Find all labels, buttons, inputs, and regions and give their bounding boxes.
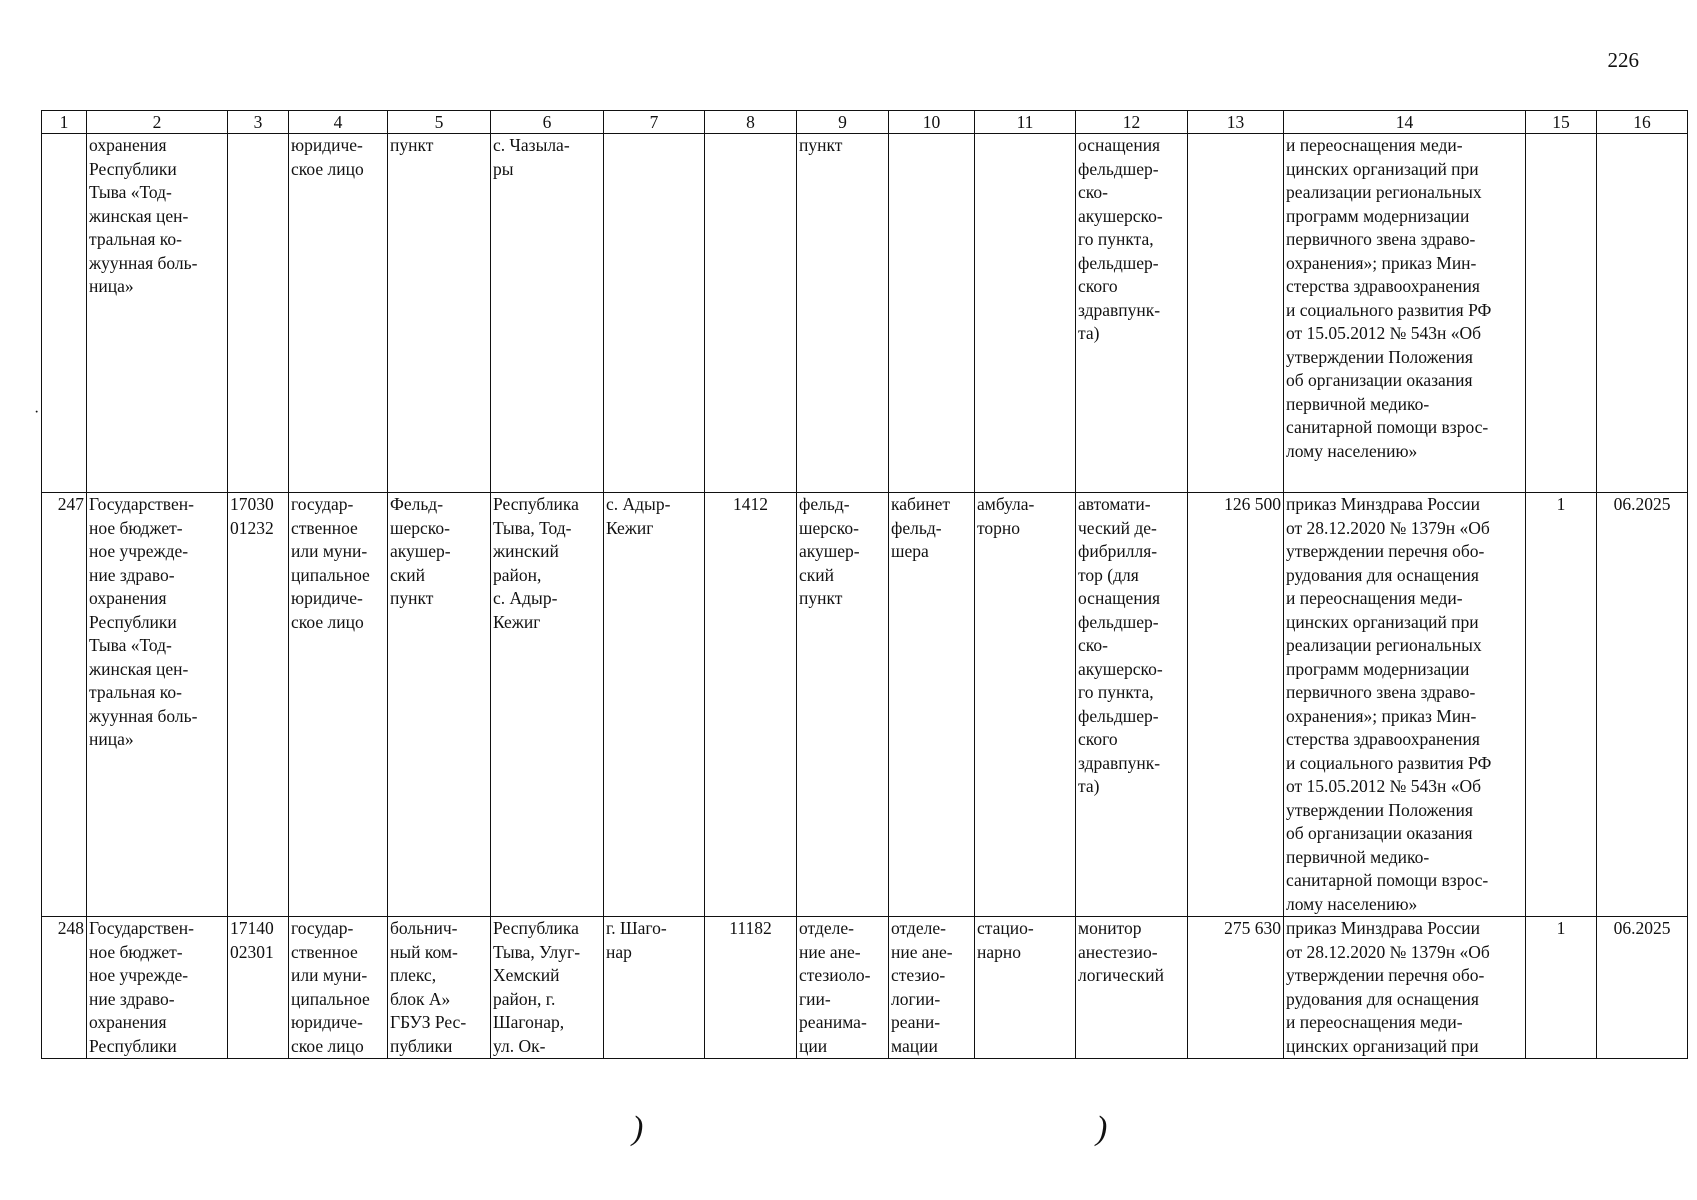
cell-legal-form: государ- ственное или муни- ципальное юридиче- ское лицо [289,917,388,1059]
cell-quantity [1526,134,1597,493]
col-header-16: 16 [1597,111,1688,134]
table-row-247 [42,493,1688,917]
cell-equipment: монитор анестезио- логический [1076,917,1188,1059]
margin-mark-left: ) [632,1110,644,1147]
cell-quantity: 1 [1526,493,1597,917]
col-header-1: 1 [42,111,87,134]
scan-speck: · [34,404,40,421]
cell-row-number: 247 [42,493,87,917]
cell-care-mode: амбула- торно [975,493,1076,917]
cell-care-mode [975,134,1076,493]
cell-code [228,134,289,493]
cell-date [1597,134,1688,493]
cell-quantity: 1 [1526,917,1597,1059]
cell-locality: с. Адыр- Кежиг [604,493,705,917]
col-header-14: 14 [1284,111,1526,134]
cell-locality [604,134,705,493]
cell-cost: 275 630 [1188,917,1284,1059]
table-row-248 [42,917,1688,1059]
col-header-8: 8 [705,111,797,134]
cell-care-mode: стацио- нарно [975,917,1076,1059]
cell-room [889,134,975,493]
col-header-3: 3 [228,111,289,134]
cell-room: отделе- ние ане- стезио- логии- реани- мации [889,917,975,1059]
cell-population: 1412 [705,493,797,917]
cell-row-number: 248 [42,917,87,1059]
col-header-13: 13 [1188,111,1284,134]
cell-locality: г. Шаго- нар [604,917,705,1059]
cell-address: Республика Тыва, Тод- жинский район, с. Адыр- Кежиг [491,493,604,917]
cell-cost: 126 500 [1188,493,1284,917]
cell-department: отделе- ние ане- стезиоло- гии- реанима- ции [797,917,889,1059]
cell-institution: Государствен- ное бюджет- ное учрежде- ние здраво- охранения Республики [87,917,228,1059]
col-header-9: 9 [797,111,889,134]
col-header-12: 12 [1076,111,1188,134]
column-number-row [42,111,1688,134]
col-header-5: 5 [388,111,491,134]
cell-date: 06.2025 [1597,917,1688,1059]
table-row-continuation [42,134,1688,493]
cell-legal-basis: приказ Минздрава России от 28.12.2020 № 1379н «Об утверждении перечня обо- рудования для оснащения и переоснащения меди- цинских организаций при [1284,917,1526,1059]
cell-unit-type: больнич- ный ком- плекс, блок А» ГБУЗ Рес- публики [388,917,491,1059]
col-header-10: 10 [889,111,975,134]
cell-institution: охранения Республики Тыва «Тод- жинская цен- тральная ко- жуунная боль- ница» [87,134,228,493]
cell-date: 06.2025 [1597,493,1688,917]
cell-row-number [42,134,87,493]
cell-legal-basis: и переоснащения меди- цинских организаций при реализации региональных программ модернизации первичного звена здраво- охранения»; приказ Мин- стерства здравоохранения и социального развития РФ от 15.05.2012 № 543н «Об утверждении Положения об организации оказания первичной медико- санитарной помощи взрос- лому населению» [1284,134,1526,493]
col-header-7: 7 [604,111,705,134]
cell-code: 17030 01232 [228,493,289,917]
cell-population [705,134,797,493]
cell-room: кабинет фельд- шера [889,493,975,917]
cell-address: Республика Тыва, Улуг- Хемский район, г. Шагонар, ул. Ок- [491,917,604,1059]
cell-unit-type: Фельд- шерско- акушер- ский пункт [388,493,491,917]
cell-equipment: оснащения фельдшер- ско- акушерско- го пункта, фельдшер- ского здравпунк- та) [1076,134,1188,493]
col-header-11: 11 [975,111,1076,134]
page-number: 226 [1607,48,1639,72]
cell-department: фельд- шерско- акушер- ский пункт [797,493,889,917]
cell-unit-type: пункт [388,134,491,493]
col-header-2: 2 [87,111,228,134]
cell-department: пункт [797,134,889,493]
cell-equipment: автомати- ческий де- фибрилля- тор (для оснащения фельдшер- ско- акушерско- го пункта, фельдшер- ского здравпунк- та) [1076,493,1188,917]
col-header-6: 6 [491,111,604,134]
col-header-4: 4 [289,111,388,134]
cell-address: с. Чазыла- ры [491,134,604,493]
cell-code: 17140 02301 [228,917,289,1059]
registry-table [41,110,1688,1059]
cell-population: 11182 [705,917,797,1059]
cell-cost [1188,134,1284,493]
col-header-15: 15 [1526,111,1597,134]
cell-legal-form: государ- ственное или муни- ципальное юридиче- ское лицо [289,493,388,917]
margin-mark-right: ) [1096,1110,1108,1147]
cell-legal-basis: приказ Минздрава России от 28.12.2020 № 1379н «Об утверждении перечня обо- рудования для оснащения и переоснащения меди- цинских организаций при реализации региональных программ модернизации первичного звена здраво- охранения»; приказ Мин- стерства здравоохранения и социального развития РФ от 15.05.2012 № 543н «Об утверждении Положения об организации оказания первичной медико- санитарной помощи взрос- лому населению» [1284,493,1526,917]
cell-institution: Государствен- ное бюджет- ное учрежде- ние здраво- охранения Республики Тыва «Тод- жинская цен- тральная ко- жуунная боль- ница» [87,493,228,917]
cell-legal-form: юридиче- ское лицо [289,134,388,493]
